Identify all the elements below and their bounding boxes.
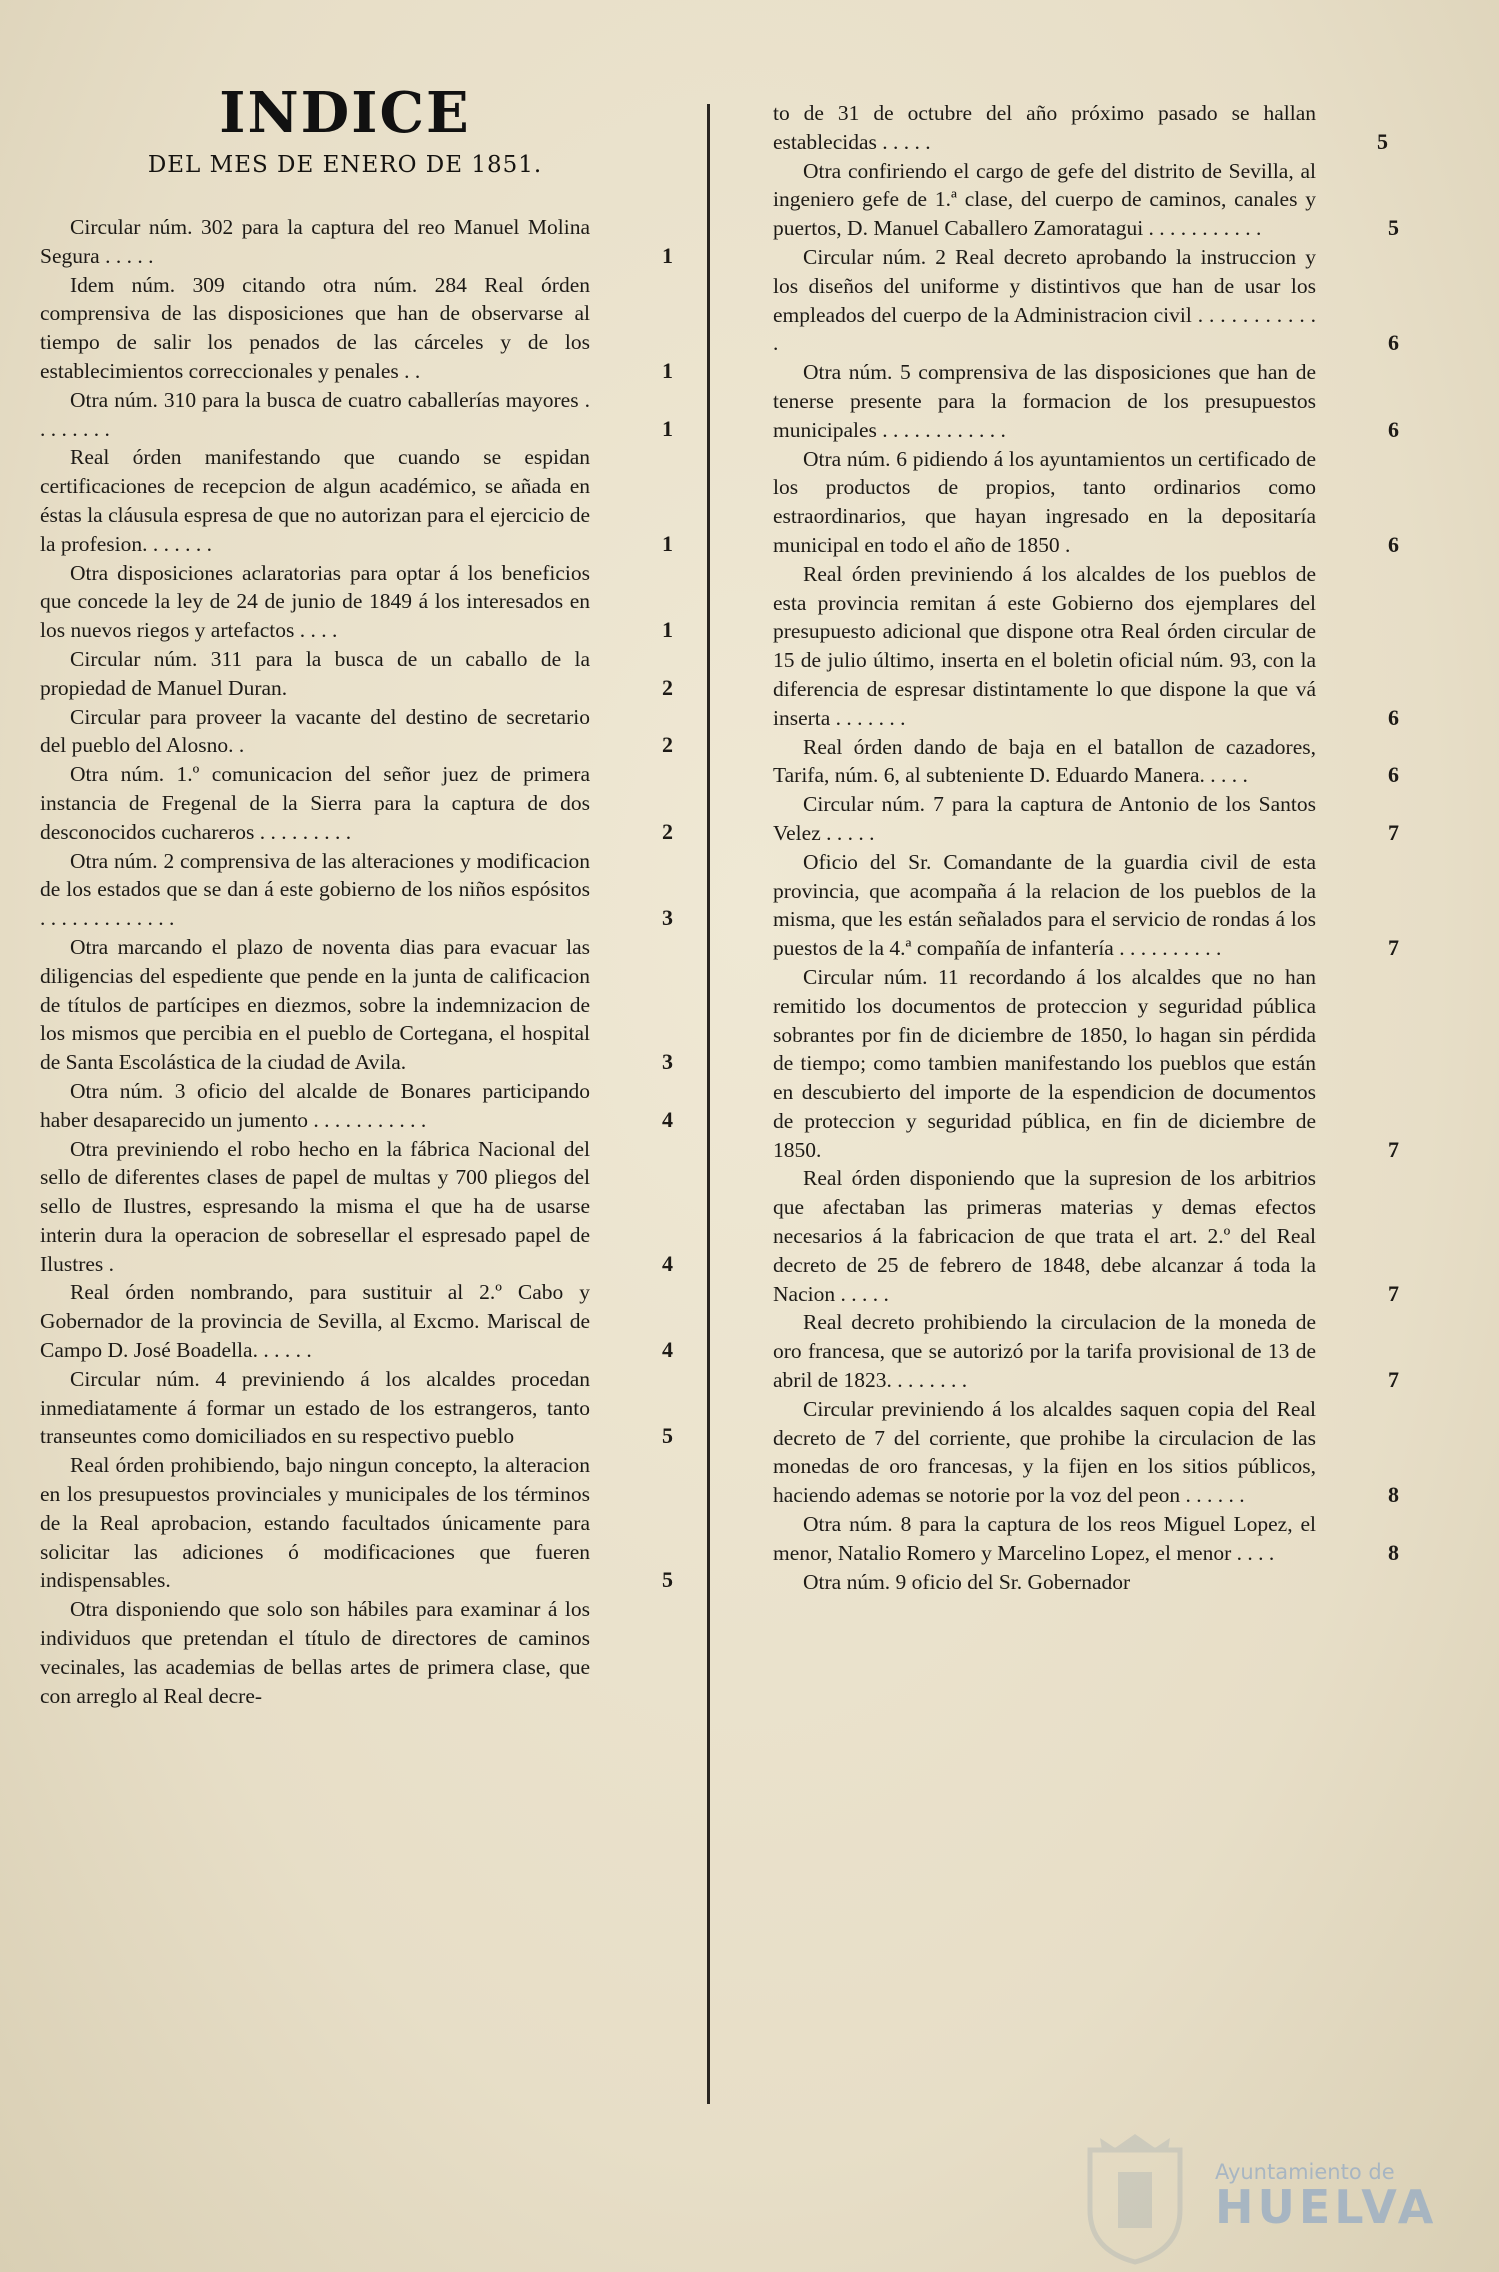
index-entry-text: Circular núm. 302 para la captura del reo Manuel Molina Segura . . . . .	[40, 215, 590, 268]
city-seal-icon	[1080, 2130, 1190, 2265]
index-entry	[40, 760, 673, 846]
index-entry-text: Circular para proveer la vacante del destino de secretario del pueblo del Alosno. .	[40, 704, 590, 758]
index-entry-text: Circular previniendo á los alcaldes saquen copia del Real decreto de 7 del corriente, que prohibe la circulacion de las monedas de oro francesas, y la fijen en los sitios públicos, haciendo ademas se notorie por la voz del peon . . . . . .	[773, 1396, 1316, 1508]
index-entry	[40, 443, 673, 558]
index-entry-page: 3	[662, 905, 673, 931]
index-entry-page: 5	[1377, 128, 1388, 154]
index-entry-page: 4	[662, 1106, 673, 1132]
index-entry-page: 1	[662, 242, 673, 268]
index-entry	[40, 1077, 673, 1135]
index-entry	[40, 645, 673, 703]
index-entry-page: 1	[662, 357, 673, 383]
index-entry-text: Real órden prohibiendo, bajo ningun concepto, la alteracion en los presupuestos provinciales y municipales de los términos de la Real aprobacion, estando facultados únicamente para solicitar las adiciones ó modificaciones que fueren indispensables.	[40, 1453, 590, 1593]
index-entry	[773, 848, 1399, 963]
index-entry	[40, 703, 673, 761]
index-entry-text: Idem núm. 309 citando otra núm. 284 Real órden comprensiva de las disposiciones que han de observarse al tiempo de salir los penados de las cárceles y de los establecimientos correccionales y penales . .	[40, 272, 590, 383]
index-entry	[40, 386, 673, 444]
index-entry-text: Otra núm. 1.º comunicacion del señor juez de primera instancia de Fregenal de la Sierra para la captura de dos desconocidos cuchareros . . . . . . . . .	[40, 762, 590, 844]
index-entry-text: Otra núm. 310 para la busca de cuatro caballerías mayores . . . . . . . .	[40, 387, 590, 441]
index-entry-text: Otra núm. 3 oficio del alcalde de Bonares participando haber desaparecido un jumento . . . . . . . . . . .	[40, 1078, 590, 1132]
index-entry-text: Oficio del Sr. Comandante de la guardia civil de esta provincia, que acompaña á la relacion de los pueblos de la misma, que les están señalados para el servicio de rondas á los puestos de la 4.ª compañía de infantería . . . . . . . . . .	[773, 849, 1316, 961]
index-entry-page: 1	[662, 415, 673, 441]
index-entry-page: 1	[662, 617, 673, 643]
index-entry-page: 6	[1388, 531, 1399, 557]
index-column-left	[40, 213, 673, 1710]
index-entry-text: Otra disposiciones aclaratorias para optar á los beneficios que concede la ley de 24 de junio de 1849 á los interesados en los nuevos riegos y artefactos . . . .	[40, 560, 590, 643]
index-entry	[40, 271, 673, 386]
index-entry-page: 8	[1388, 1539, 1399, 1565]
index-entry-text: Otra previniendo el robo hecho en la fábrica Nacional del sello de diferentes clases de papel de multas y 700 pliegos del sello de Ilustres, espresando la misma el que ha de usarse interin dura la operacion de sobresellar el espresado papel de Ilustres .	[40, 1136, 590, 1276]
index-entry-text: Real órden previniendo á los alcaldes de los pueblos de esta provincia remitan á este Gobierno dos ejemplares del presupuesto adicional que dispone otra Real órden circular de 15 de julio último, inserta en el boletin oficial núm. 93, con la diferencia de espresar distintamente lo que dispone la que vá inserta . . . . . . .	[773, 561, 1316, 730]
index-entry	[773, 1568, 1316, 1597]
index-entry-page: 7	[1388, 935, 1399, 961]
watermark-line2: HUELVA	[1215, 2180, 1438, 2234]
index-entry	[40, 847, 673, 933]
index-entry-text: Real órden manifestando que cuando se espidan certificaciones de recepcion de algun académico, se añada en éstas la cláusula espresa de que no autorizan para el ejercicio de la profesion. . . . . . .	[40, 445, 590, 556]
index-entry-page: 7	[1388, 1367, 1399, 1393]
index-entry-text: Real órden dando de baja en el batallon de cazadores, Tarifa, núm. 6, al subteniente D. Eduardo Manera. . . . .	[773, 734, 1316, 788]
index-entry	[40, 1365, 673, 1451]
index-entry	[773, 243, 1399, 358]
index-entry	[773, 445, 1399, 560]
index-entry-page: 7	[1388, 1280, 1399, 1306]
index-entry	[773, 157, 1399, 243]
index-entry-page: 2	[662, 732, 673, 758]
index-entry-page: 6	[1388, 704, 1399, 730]
index-entry-text: Otra núm. 6 pidiendo á los ayuntamientos un certificado de los productos de propios, tanto ordinarios como estraordinarios, que hayan ingresado en la depositaría municipal en todo el año de 1850 .	[773, 446, 1316, 557]
index-entry-text: Otra núm. 2 comprensiva de las alteraciones y modificacion de los estados que se dan á este gobierno de los niños espósitos . . . . . . . . . . . . .	[40, 848, 590, 931]
index-entry	[40, 1278, 673, 1364]
column-divider	[707, 104, 710, 2104]
index-entry-page: 4	[662, 1250, 673, 1276]
index-entry	[40, 1595, 590, 1710]
page-subtitle: DEL MES DE ENERO DE 1851.	[147, 152, 543, 178]
index-entry	[40, 213, 673, 271]
index-entry-text: Circular núm. 7 para la captura de Antonio de los Santos Velez . . . . .	[773, 792, 1316, 845]
index-entry-page: 7	[1388, 819, 1399, 845]
index-entry-text: Circular núm. 4 previniendo á los alcaldes procedan inmediatamente á formar un estado de los estrangeros, tanto transeuntes como domiciliados en su respectivo pueblo	[40, 1366, 590, 1449]
index-entry-page: 6	[1388, 762, 1399, 788]
index-entry	[773, 99, 1388, 157]
index-entry	[40, 933, 673, 1077]
index-column-right	[773, 99, 1399, 1596]
index-entry-page: 3	[662, 1049, 673, 1075]
index-entry	[773, 1395, 1399, 1510]
index-entry-text: Real órden disponiendo que la supresion de los arbitrios que afectaban las primeras materias y demas efectos necesarios á la fabricacion de que trata el art. 2.º del Real decreto de 25 de febrero de 1848, debe alcanzar á toda la Nacion . . . . .	[773, 1166, 1316, 1306]
index-entry-page: 1	[662, 530, 673, 556]
index-entry	[40, 559, 673, 645]
index-entry-page: 5	[662, 1567, 673, 1593]
watermark	[1215, 2160, 1437, 2234]
index-entry	[773, 1308, 1399, 1394]
index-entry-page: 5	[1388, 215, 1399, 241]
index-entry-text: Circular núm. 11 recordando á los alcaldes que no han remitido los documentos de proteccion y seguridad pública sobrantes por fin de diciembre de 1850, lo hagan sin pérdida de tiempo; como tambien manifestando los pueblos que están en descubierto del importe de la espendicion de documentos de proteccion y seguridad pública, en fin de diciembre de 1850.	[773, 964, 1316, 1162]
index-entry	[773, 790, 1399, 848]
index-entry	[40, 1451, 673, 1595]
index-entry-text: Otra núm. 5 comprensiva de las disposiciones que han de tenerse presente para la formacion de los presupuestos municipales . . . . . . . . . . . .	[773, 360, 1316, 442]
index-entry	[773, 733, 1399, 791]
index-entry-page: 2	[662, 818, 673, 844]
index-entry	[773, 358, 1399, 444]
index-entry-text: Circular núm. 2 Real decreto aprobando la instruccion y los diseños del uniforme y distintivos que han de usar los empleados del cuerpo de la Administracion civil . . . . . . . . . . . .	[773, 244, 1316, 356]
index-entry	[40, 1135, 673, 1279]
index-entry-text: Otra disponiendo que solo son hábiles para examinar á los individuos que pretendan el título de directores de caminos vecinales, las academias de bellas artes de primera clase, que con arreglo al Real decre-	[40, 1597, 590, 1708]
index-entry-text: Otra núm. 8 para la captura de los reos Miguel Lopez, el menor, Natalio Romero y Marcelino Lopez, el menor . . . .	[773, 1512, 1316, 1565]
index-entry-page: 5	[662, 1423, 673, 1449]
index-entry-page: 7	[1388, 1136, 1399, 1162]
index-entry	[773, 963, 1399, 1165]
index-entry-page: 6	[1388, 416, 1399, 442]
index-entry-text: Otra marcando el plazo de noventa dias para evacuar las diligencias del espediente que pende en la junta de calificacion de títulos de partícipes en diezmos, sobre la indemnizacion de los mismos que percibia en el pueblo de Cortegana, el hospital de Santa Escolástica de la ciudad de Avila.	[40, 934, 590, 1075]
index-entry	[773, 1510, 1399, 1568]
index-entry	[773, 560, 1399, 733]
index-entry-page: 4	[662, 1337, 673, 1363]
index-entry-text: Circular núm. 311 para la busca de un caballo de la propiedad de Manuel Duran.	[40, 646, 590, 700]
index-entry-text: Otra confiriendo el cargo de gefe del distrito de Sevilla, al ingeniero gefe de 1.ª clase, del cuerpo de caminos, canales y puertos, D. Manuel Caballero Zamoratagui . . . . . . . . . . .	[773, 158, 1316, 241]
index-entry-text: Real decreto prohibiendo la circulacion de la moneda de oro francesa, que se autorizó por la tarifa provisional de 13 de abril de 1823. . . . . . . .	[773, 1310, 1316, 1393]
index-entry	[773, 1164, 1399, 1308]
index-entry-page: 8	[1388, 1482, 1399, 1508]
index-entry-page: 2	[662, 674, 673, 700]
index-entry-text: Real órden nombrando, para sustituir al 2.º Cabo y Gobernador de la provincia de Sevilla, al Excmo. Mariscal de Campo D. José Boadella. . . . . .	[40, 1280, 590, 1363]
index-entry-text: to de 31 de octubre del año próximo pasado se hallan establecidas . . . . .	[773, 101, 1316, 154]
index-entry-page: 6	[1388, 330, 1399, 356]
watermark-line1: Ayuntamiento de	[1215, 2160, 1395, 2184]
index-entry-text: Otra núm. 9 oficio del Sr. Gobernador	[803, 1569, 1131, 1594]
page-title: INDICE	[219, 80, 471, 146]
